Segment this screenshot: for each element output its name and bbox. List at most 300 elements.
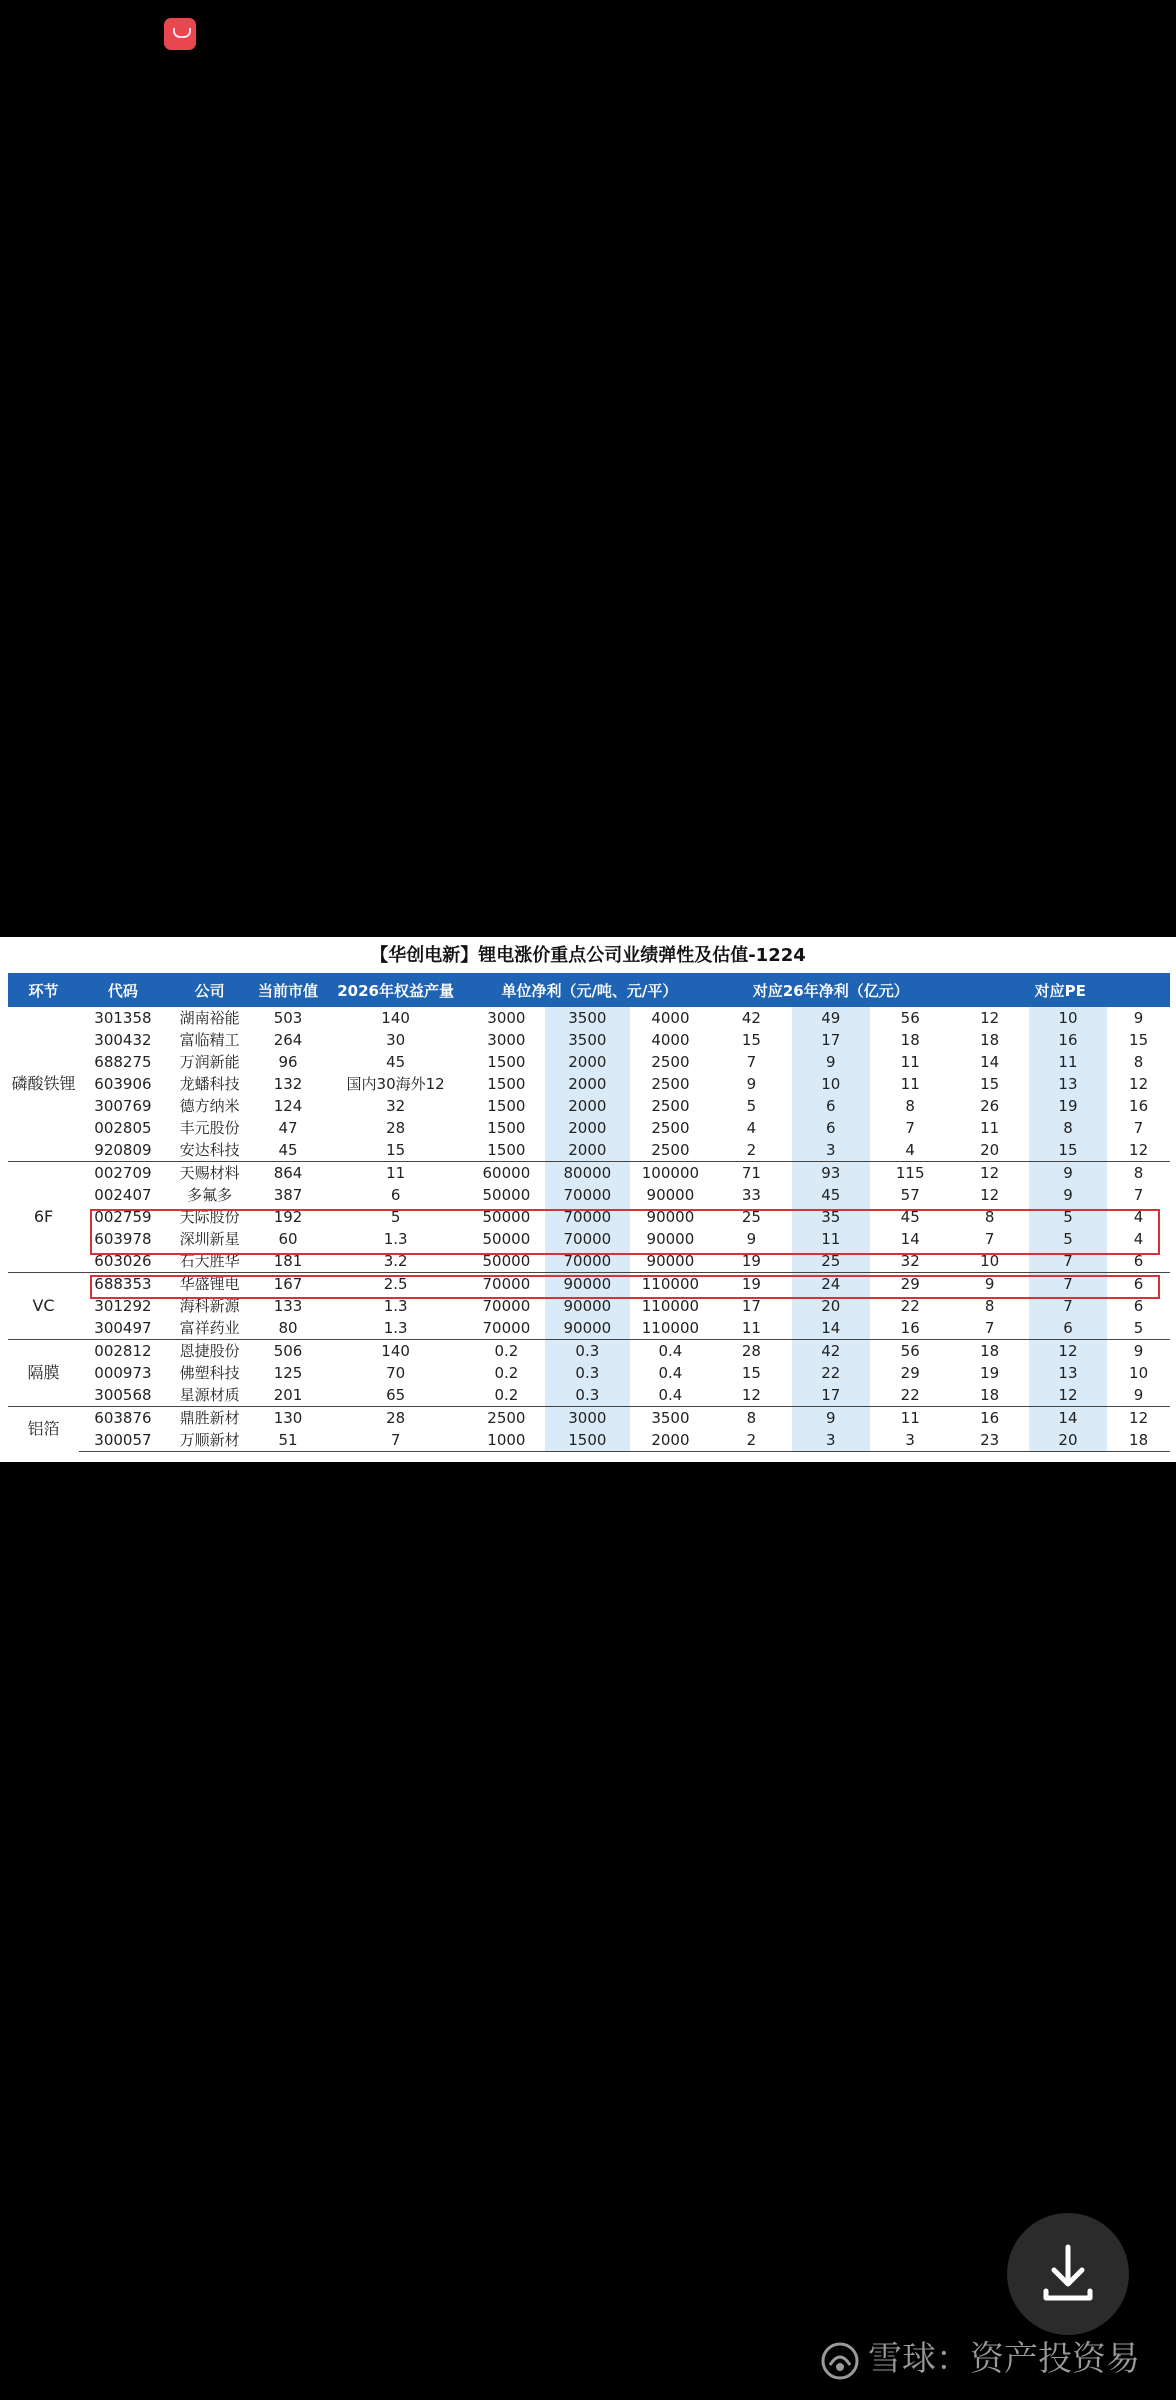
cell-n1: 2: [746, 1141, 757, 1159]
cell-p3: 12: [1107, 1407, 1170, 1430]
cell-u3: 110000: [630, 1273, 712, 1296]
table-row: [8, 1117, 1170, 1139]
cell-p2: 6: [1029, 1317, 1107, 1340]
cell-n3: 11: [900, 1053, 920, 1071]
cell-cap26: 2.5: [324, 1273, 468, 1296]
cell-p3: 10: [1129, 1364, 1149, 1382]
cell-u3: 90000: [646, 1252, 695, 1270]
cell-u1: 70000: [482, 1297, 531, 1315]
cell-code: 688353: [79, 1273, 167, 1296]
cell-n3: 7: [905, 1119, 915, 1137]
watermark-brand: [820, 2330, 1140, 2388]
cell-n2: 6: [792, 1095, 870, 1117]
cell-company: 鼎胜新材: [167, 1407, 253, 1430]
cell-n1: 8: [711, 1407, 791, 1430]
cell-code: 300057: [79, 1429, 167, 1452]
table-row: [8, 1273, 1170, 1296]
cell-cap26: 30: [386, 1031, 406, 1049]
cell-u2: 2000: [545, 1139, 630, 1162]
cell-u3: 0.4: [658, 1364, 683, 1382]
valuation-table: [8, 973, 1170, 1452]
cell-p1: 14: [980, 1053, 1000, 1071]
segment-cell: 6F: [8, 1162, 79, 1273]
cell-n3: 45: [900, 1208, 920, 1226]
cell-company: 湖南裕能: [179, 1009, 240, 1027]
cell-cap: 506: [252, 1340, 323, 1363]
cell-company: 富临精工: [179, 1031, 240, 1049]
cell-code: 300568: [94, 1386, 152, 1404]
table-row: [8, 1340, 1170, 1363]
cell-u3: 110000: [641, 1297, 700, 1315]
cell-u1: 0.2: [468, 1340, 545, 1363]
cell-u1: 60000: [468, 1162, 545, 1185]
cell-u1: 50000: [482, 1252, 531, 1270]
cell-cap: 503: [273, 1009, 303, 1027]
table-row: [8, 1362, 1170, 1384]
cell-p1: 15: [980, 1075, 1000, 1093]
cell-u2: 2000: [545, 1073, 630, 1095]
cell-code: 301292: [94, 1297, 152, 1315]
cell-cap: 96: [278, 1053, 298, 1071]
cell-u2: 2000: [545, 1095, 630, 1117]
cell-u1: 50000: [482, 1230, 531, 1248]
cell-cap: 45: [278, 1141, 298, 1159]
cell-cap26: 3.2: [383, 1252, 408, 1270]
cell-company: 安达科技: [179, 1141, 240, 1159]
cell-u1: 70000: [482, 1319, 531, 1337]
table-row: [8, 1184, 1170, 1206]
cell-code: 002709: [79, 1162, 167, 1185]
cell-n2: 3: [792, 1429, 870, 1452]
table-row: [8, 1429, 1170, 1452]
cell-n3: 14: [900, 1230, 920, 1248]
cell-n1: 19: [741, 1252, 761, 1270]
header-company: 公司: [167, 973, 253, 1007]
table-row: [8, 1051, 1170, 1073]
cell-cap: 201: [273, 1386, 303, 1404]
cell-u2: 70000: [545, 1206, 630, 1228]
cell-code: 603978: [94, 1230, 152, 1248]
cell-company: 多氟多: [187, 1186, 233, 1204]
brand-text: 雪球：资产投资易: [868, 2339, 1140, 2379]
cell-n3: 22: [900, 1386, 920, 1404]
segment-cell: 铝箔: [8, 1407, 79, 1452]
table-body: [8, 1007, 1170, 1452]
cell-company: 星源材质: [179, 1386, 240, 1404]
cell-p1: 12: [980, 1009, 1000, 1027]
cell-u3: 0.4: [630, 1340, 712, 1363]
cell-u1: 1500: [487, 1053, 526, 1071]
cell-cap26: 70: [386, 1364, 406, 1382]
cell-p3: 4: [1133, 1230, 1144, 1248]
cell-code: 300432: [94, 1031, 152, 1049]
cell-n2: 17: [792, 1029, 870, 1051]
download-icon: [1040, 2243, 1096, 2305]
cell-u1: 1000: [468, 1429, 545, 1452]
cell-u1: 2500: [468, 1407, 545, 1430]
cell-n2: 25: [792, 1250, 870, 1273]
cell-n3: 3: [870, 1429, 950, 1452]
cell-n1: 33: [741, 1186, 761, 1204]
cell-cap: 51: [252, 1429, 323, 1452]
cell-n2: 42: [792, 1340, 870, 1363]
cell-code: 603906: [94, 1075, 152, 1093]
cell-n1: 12: [741, 1386, 761, 1404]
cell-company: 丰元股份: [179, 1119, 240, 1137]
cell-n1: 17: [741, 1297, 761, 1315]
table-row: [8, 1206, 1170, 1228]
cell-p3: 9: [1133, 1386, 1144, 1404]
cell-n1: 4: [746, 1119, 757, 1137]
header-capacity: 2026年权益产量: [324, 973, 468, 1007]
cell-p3: 12: [1129, 1075, 1149, 1093]
cell-p2: 13: [1029, 1073, 1107, 1095]
cell-cap: 80: [278, 1319, 298, 1337]
cell-p1: 23: [950, 1429, 1028, 1452]
cell-p2: 7: [1029, 1273, 1107, 1296]
cell-u1: 0.2: [494, 1386, 519, 1404]
cell-code: 688275: [94, 1053, 152, 1071]
header-net-profit: 对应26年净利（亿元）: [711, 973, 950, 1007]
cell-n3: 18: [900, 1031, 920, 1049]
cell-code: 300769: [94, 1097, 152, 1115]
cell-p1: 18: [980, 1386, 1000, 1404]
cell-company: 海科新源: [179, 1297, 240, 1315]
cell-cap26: 国内30海外12: [346, 1075, 445, 1093]
cell-code: 002759: [94, 1208, 152, 1226]
segment-cell: VC: [8, 1273, 79, 1340]
cell-cap: 864: [252, 1162, 323, 1185]
cell-u1: 50000: [482, 1186, 531, 1204]
cell-u2: 2000: [545, 1051, 630, 1073]
cell-company: 万顺新材: [167, 1429, 253, 1452]
cell-p2: 9: [1029, 1184, 1107, 1206]
cell-cap: 181: [273, 1252, 303, 1270]
table-row: [8, 1384, 1170, 1407]
cell-cap: 264: [273, 1031, 303, 1049]
cell-p3: 6: [1107, 1273, 1170, 1296]
cell-company: 石大胜华: [179, 1252, 240, 1270]
cell-u2: 90000: [545, 1317, 630, 1340]
cell-u3: 100000: [630, 1162, 712, 1185]
cell-company: 龙蟠科技: [179, 1075, 240, 1093]
header-market-cap: 当前市值: [252, 973, 323, 1007]
cell-p1: 8: [984, 1208, 995, 1226]
cell-n1: 9: [746, 1230, 757, 1248]
cell-u3: 2500: [651, 1075, 690, 1093]
cell-u3: 90000: [646, 1230, 695, 1248]
table-row: [8, 1139, 1170, 1162]
cell-u1: 0.2: [494, 1364, 519, 1382]
cell-p1: 10: [980, 1252, 1000, 1270]
cell-n3: 4: [905, 1141, 915, 1159]
cell-p3: 16: [1129, 1097, 1149, 1115]
cell-u3: 2500: [651, 1141, 690, 1159]
cell-p3: 8: [1133, 1053, 1144, 1071]
cell-n1: 5: [746, 1097, 757, 1115]
table-row: [8, 1095, 1170, 1117]
cell-n1: 15: [741, 1031, 761, 1049]
cell-u1: 70000: [468, 1273, 545, 1296]
cell-p2: 7: [1029, 1295, 1107, 1317]
cell-cap: 125: [273, 1364, 303, 1382]
cell-p1: 19: [980, 1364, 1000, 1382]
cell-n1: 2: [711, 1429, 791, 1452]
cell-cap26: 32: [386, 1097, 406, 1115]
document-title: 【华创电新】锂电涨价重点公司业绩弹性及估值-1224: [370, 945, 806, 966]
cell-company: 天际股份: [179, 1208, 240, 1226]
cell-p2: 5: [1029, 1206, 1107, 1228]
cell-cap26: 1.3: [383, 1230, 408, 1248]
cell-cap26: 7: [324, 1429, 468, 1452]
cell-n1: 19: [711, 1273, 791, 1296]
cell-u3: 3500: [630, 1407, 712, 1430]
cell-cap26: 140: [381, 1009, 410, 1027]
table-row: [8, 1295, 1170, 1317]
header-unit-profit: 单位净利（元/吨、元/平）: [468, 973, 711, 1007]
cell-u1: 3000: [487, 1031, 526, 1049]
cell-u1: 1500: [487, 1141, 526, 1159]
segment-cell: 磷酸铁锂: [11, 1074, 76, 1093]
cell-p1: 18: [950, 1340, 1028, 1363]
cell-p1: 12: [980, 1186, 1000, 1204]
cell-n1: 42: [741, 1009, 761, 1027]
cell-cap: 192: [273, 1208, 303, 1226]
cell-company: 恩捷股份: [167, 1340, 253, 1363]
cell-company: 深圳新星: [179, 1230, 240, 1248]
document-image: [0, 937, 1176, 1462]
cell-n3: 57: [900, 1186, 920, 1204]
cell-p1: 16: [950, 1407, 1028, 1430]
cell-cap: 130: [252, 1407, 323, 1430]
cell-p2: 8: [1029, 1117, 1107, 1139]
cell-u2: 3500: [545, 1029, 630, 1051]
cell-n1: 71: [711, 1162, 791, 1185]
cell-p3: 6: [1133, 1252, 1144, 1270]
table-row: [8, 1073, 1170, 1095]
cell-p2: 19: [1029, 1095, 1107, 1117]
cell-p2: 20: [1029, 1429, 1107, 1452]
cell-p1: 18: [980, 1031, 1000, 1049]
cell-n3: 8: [905, 1097, 915, 1115]
cell-u3: 2500: [651, 1053, 690, 1071]
cell-p3: 5: [1133, 1319, 1144, 1337]
cell-cap26: 6: [390, 1186, 401, 1204]
cell-p3: 9: [1107, 1340, 1170, 1363]
cell-code: 002805: [94, 1119, 152, 1137]
cell-p3: 7: [1133, 1186, 1144, 1204]
cell-p2: 15: [1029, 1139, 1107, 1162]
cell-cap26: 1.3: [383, 1319, 408, 1337]
segment-cell: 隔膜: [8, 1340, 79, 1407]
cell-n3: 32: [900, 1252, 920, 1270]
cell-u2: 0.3: [545, 1362, 630, 1384]
header-pe: 对应PE: [950, 973, 1170, 1007]
cell-company: 富祥药业: [179, 1319, 240, 1337]
cell-n3: 29: [900, 1364, 920, 1382]
table-row: [8, 1228, 1170, 1250]
cell-cap: 387: [273, 1186, 303, 1204]
cell-u3: 0.4: [658, 1386, 683, 1404]
cell-p2: 12: [1029, 1340, 1107, 1363]
cell-p2: 13: [1029, 1362, 1107, 1384]
cell-n3: 56: [870, 1340, 950, 1363]
cell-cap26: 65: [386, 1386, 406, 1404]
cell-u2: 2000: [545, 1117, 630, 1139]
cell-cap: 60: [278, 1230, 298, 1248]
table-row: [8, 1407, 1170, 1430]
cell-n2: 11: [792, 1228, 870, 1250]
cell-cap: 132: [273, 1075, 303, 1093]
cell-u3: 2500: [651, 1097, 690, 1115]
cell-cap: 133: [273, 1297, 303, 1315]
snowball-logo-icon: [820, 2341, 860, 2381]
cell-n3: 11: [870, 1407, 950, 1430]
cell-n3: 11: [900, 1075, 920, 1093]
cell-n3: 56: [900, 1009, 920, 1027]
cell-p3: 6: [1133, 1297, 1144, 1315]
cell-u2: 90000: [545, 1295, 630, 1317]
cell-code: 920809: [94, 1141, 152, 1159]
cell-u1: 50000: [482, 1208, 531, 1226]
cell-p1: 26: [980, 1097, 1000, 1115]
cell-cap: 124: [273, 1097, 303, 1115]
cell-n2: 49: [792, 1007, 870, 1029]
cell-n1: 9: [746, 1075, 757, 1093]
cell-code: 300497: [94, 1319, 152, 1337]
cell-u3: 110000: [641, 1319, 700, 1337]
cell-u1: 1500: [487, 1075, 526, 1093]
cell-cap26: 15: [386, 1141, 406, 1159]
cell-company: 佛塑科技: [179, 1364, 240, 1382]
cell-cap26: 1.3: [383, 1297, 408, 1315]
cell-cap: 47: [278, 1119, 298, 1137]
cell-n3: 29: [870, 1273, 950, 1296]
cell-p3: 4: [1133, 1208, 1144, 1226]
cell-company: 德方纳米: [179, 1097, 240, 1115]
cell-n2: 22: [792, 1362, 870, 1384]
cell-u3: 2000: [630, 1429, 712, 1452]
cell-n1: 11: [741, 1319, 761, 1337]
cell-p3: 9: [1133, 1009, 1144, 1027]
cell-code: 603876: [79, 1407, 167, 1430]
cell-p3: 12: [1129, 1141, 1149, 1159]
cell-u3: 4000: [651, 1009, 690, 1027]
cell-u1: 1500: [487, 1097, 526, 1115]
cell-n2: 20: [792, 1295, 870, 1317]
cell-n2: 17: [792, 1384, 870, 1407]
cell-u3: 90000: [646, 1186, 695, 1204]
cell-u3: 4000: [651, 1031, 690, 1049]
cell-code: 301358: [94, 1009, 152, 1027]
header-segment: 环节: [8, 973, 79, 1007]
cell-n2: 9: [792, 1051, 870, 1073]
table-row: [8, 1317, 1170, 1340]
cell-p3: 8: [1107, 1162, 1170, 1185]
cell-n1: 25: [741, 1208, 761, 1226]
cell-p1: 7: [984, 1230, 995, 1248]
cell-p1: 9: [950, 1273, 1028, 1296]
cell-u2: 80000: [545, 1162, 630, 1185]
cell-u2: 3000: [545, 1407, 630, 1430]
cell-cap26: 28: [324, 1407, 468, 1430]
table-row: [8, 1029, 1170, 1051]
cell-p2: 12: [1029, 1384, 1107, 1407]
cell-u2: 0.3: [545, 1340, 630, 1363]
cell-n1: 15: [741, 1364, 761, 1382]
cell-p1: 8: [984, 1297, 995, 1315]
cell-n1: 7: [746, 1053, 757, 1071]
cell-company: 万润新能: [179, 1053, 240, 1071]
cell-u1: 1500: [487, 1119, 526, 1137]
table-row: [8, 1250, 1170, 1273]
cell-p2: 11: [1029, 1051, 1107, 1073]
cell-n2: 24: [792, 1273, 870, 1296]
cell-p2: 9: [1029, 1162, 1107, 1185]
table-row: [8, 1162, 1170, 1185]
cell-p1: 12: [950, 1162, 1028, 1185]
cell-u3: 90000: [646, 1208, 695, 1226]
cell-n2: 3: [792, 1139, 870, 1162]
cell-p2: 16: [1029, 1029, 1107, 1051]
cell-n1: 28: [711, 1340, 791, 1363]
cell-cap26: 45: [386, 1053, 406, 1071]
download-button[interactable]: [1007, 2213, 1129, 2335]
cell-n2: 93: [792, 1162, 870, 1185]
cell-cap: 167: [252, 1273, 323, 1296]
cell-n2: 6: [792, 1117, 870, 1139]
header-code: 代码: [79, 973, 167, 1007]
cell-u2: 70000: [545, 1228, 630, 1250]
cell-n2: 45: [792, 1184, 870, 1206]
table-header-row: [8, 973, 1170, 1007]
cell-code: 000973: [94, 1364, 152, 1382]
cell-cap26: 11: [324, 1162, 468, 1185]
cell-n2: 14: [792, 1317, 870, 1340]
cell-company: 华盛锂电: [167, 1273, 253, 1296]
cell-p3: 15: [1129, 1031, 1149, 1049]
cell-cap26: 28: [386, 1119, 406, 1137]
cell-p2: 5: [1029, 1228, 1107, 1250]
table-row: [8, 1007, 1170, 1029]
cell-p3: 7: [1133, 1119, 1144, 1137]
cell-code: 603026: [94, 1252, 152, 1270]
cell-u2: 1500: [545, 1429, 630, 1452]
cell-u1: 3000: [487, 1009, 526, 1027]
cell-code: 002812: [79, 1340, 167, 1363]
cell-cap26: 5: [390, 1208, 401, 1226]
cell-company: 天赐材料: [167, 1162, 253, 1185]
cell-p2: 7: [1029, 1250, 1107, 1273]
cell-u2: 70000: [545, 1184, 630, 1206]
cell-p1: 20: [980, 1141, 1000, 1159]
cell-code: 002407: [94, 1186, 152, 1204]
cell-p1: 11: [980, 1119, 1000, 1137]
app-badge-icon: [164, 18, 196, 50]
cell-p2: 10: [1029, 1007, 1107, 1029]
cell-u2: 3500: [545, 1007, 630, 1029]
cell-n2: 9: [792, 1407, 870, 1430]
cell-cap26: 140: [324, 1340, 468, 1363]
cell-n3: 22: [900, 1297, 920, 1315]
cell-u2: 70000: [545, 1250, 630, 1273]
cell-u2: 90000: [545, 1273, 630, 1296]
cell-n3: 115: [870, 1162, 950, 1185]
cell-p2: 14: [1029, 1407, 1107, 1430]
cell-p3: 18: [1107, 1429, 1170, 1452]
cell-u2: 0.3: [545, 1384, 630, 1407]
cell-n2: 35: [792, 1206, 870, 1228]
